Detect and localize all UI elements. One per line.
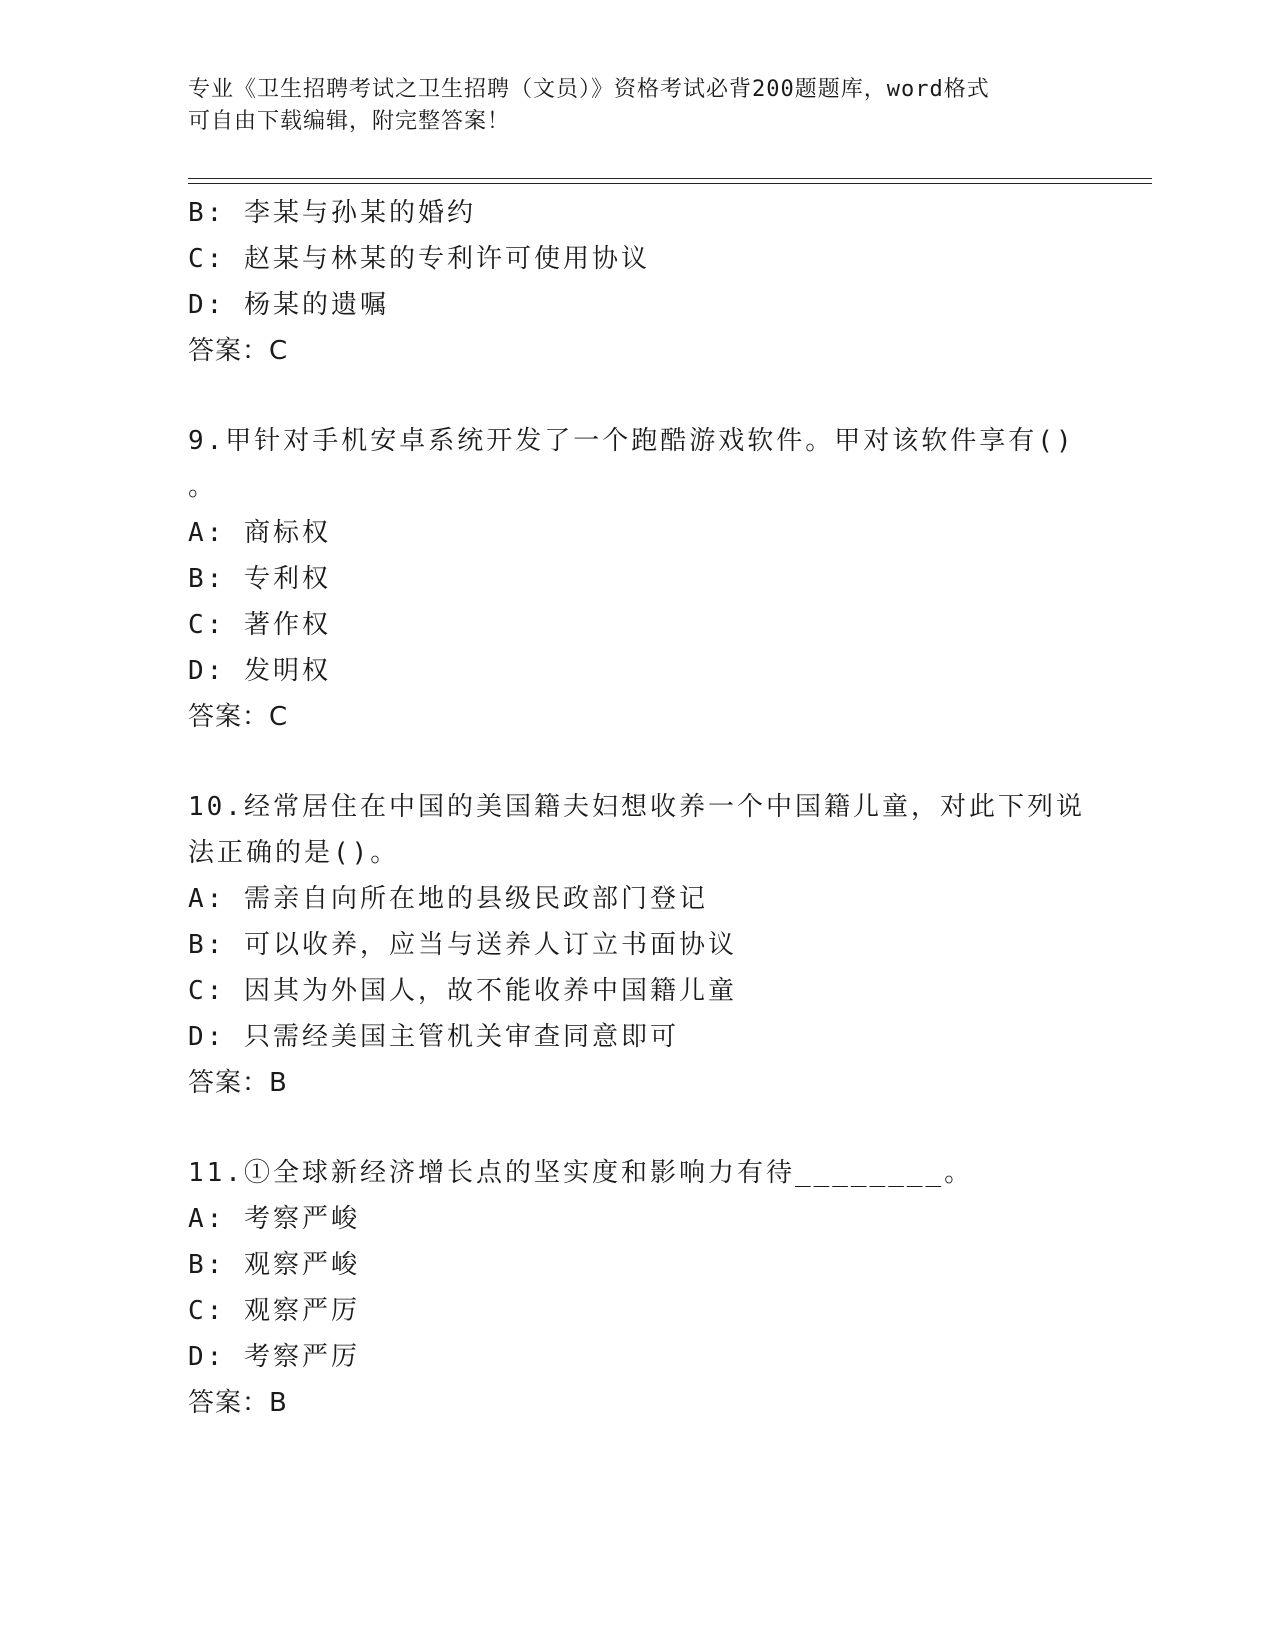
question-block-11 bbox=[188, 1150, 1088, 1426]
question-text bbox=[188, 418, 1088, 510]
option-d: D: 杨某的遗嘱 bbox=[188, 290, 389, 320]
option-a: A: 商标权 bbox=[188, 518, 331, 548]
document-header bbox=[188, 74, 1088, 138]
question-block-9 bbox=[188, 418, 1088, 740]
answer-line: 答案：C bbox=[188, 336, 289, 366]
option-b: B: 李某与孙某的婚约 bbox=[188, 198, 476, 228]
answer-line: 答案：B bbox=[188, 1388, 288, 1418]
option-a: A: 考察严峻 bbox=[188, 1204, 360, 1234]
header-divider-top bbox=[188, 178, 1152, 179]
option-d: D: 只需经美国主管机关审查同意即可 bbox=[188, 1022, 679, 1052]
header-divider-bottom bbox=[188, 183, 1152, 184]
question-block-10 bbox=[188, 784, 1088, 1106]
option-b: B: 观察严峻 bbox=[188, 1250, 360, 1280]
answer-line: 答案：B bbox=[188, 1068, 288, 1098]
option-c: C: 观察严厉 bbox=[188, 1296, 360, 1326]
question-text-line-1: 11.①全球新经济增长点的坚实度和影响力有待________。 bbox=[188, 1158, 974, 1188]
question-text bbox=[188, 784, 1088, 876]
option-c: C: 赵某与林某的专利许可使用协议 bbox=[188, 244, 650, 274]
option-d: D: 发明权 bbox=[188, 656, 331, 686]
question-block-8 bbox=[188, 190, 1088, 374]
option-c: C: 因其为外国人，故不能收养中国籍儿童 bbox=[188, 976, 737, 1006]
question-text-line-1: 10.经常居住在中国的美国籍夫妇想收养一个中国籍儿童，对此下列说 bbox=[188, 792, 1085, 822]
document-content bbox=[188, 190, 1088, 1426]
header-line-2: 可自由下载编辑，附完整答案！ bbox=[188, 109, 511, 134]
option-b: B: 专利权 bbox=[188, 564, 331, 594]
option-b: B: 可以收养，应当与送养人订立书面协议 bbox=[188, 930, 737, 960]
question-text-line-2: 。 bbox=[188, 472, 218, 502]
question-text bbox=[188, 1150, 1088, 1196]
option-d: D: 考察严厉 bbox=[188, 1342, 360, 1372]
question-text-line-1: 9.甲针对手机安卓系统开发了一个跑酷游戏软件。甲对该软件享有() bbox=[188, 426, 1075, 456]
option-a: A: 需亲自向所在地的县级民政部门登记 bbox=[188, 884, 708, 914]
answer-line: 答案：C bbox=[188, 702, 289, 732]
question-text-line-2: 法正确的是()。 bbox=[188, 838, 400, 868]
option-c: C: 著作权 bbox=[188, 610, 331, 640]
header-line-1: 专业《卫生招聘考试之卫生招聘（文员）》资格考试必背200题题库，word格式 bbox=[188, 77, 990, 102]
